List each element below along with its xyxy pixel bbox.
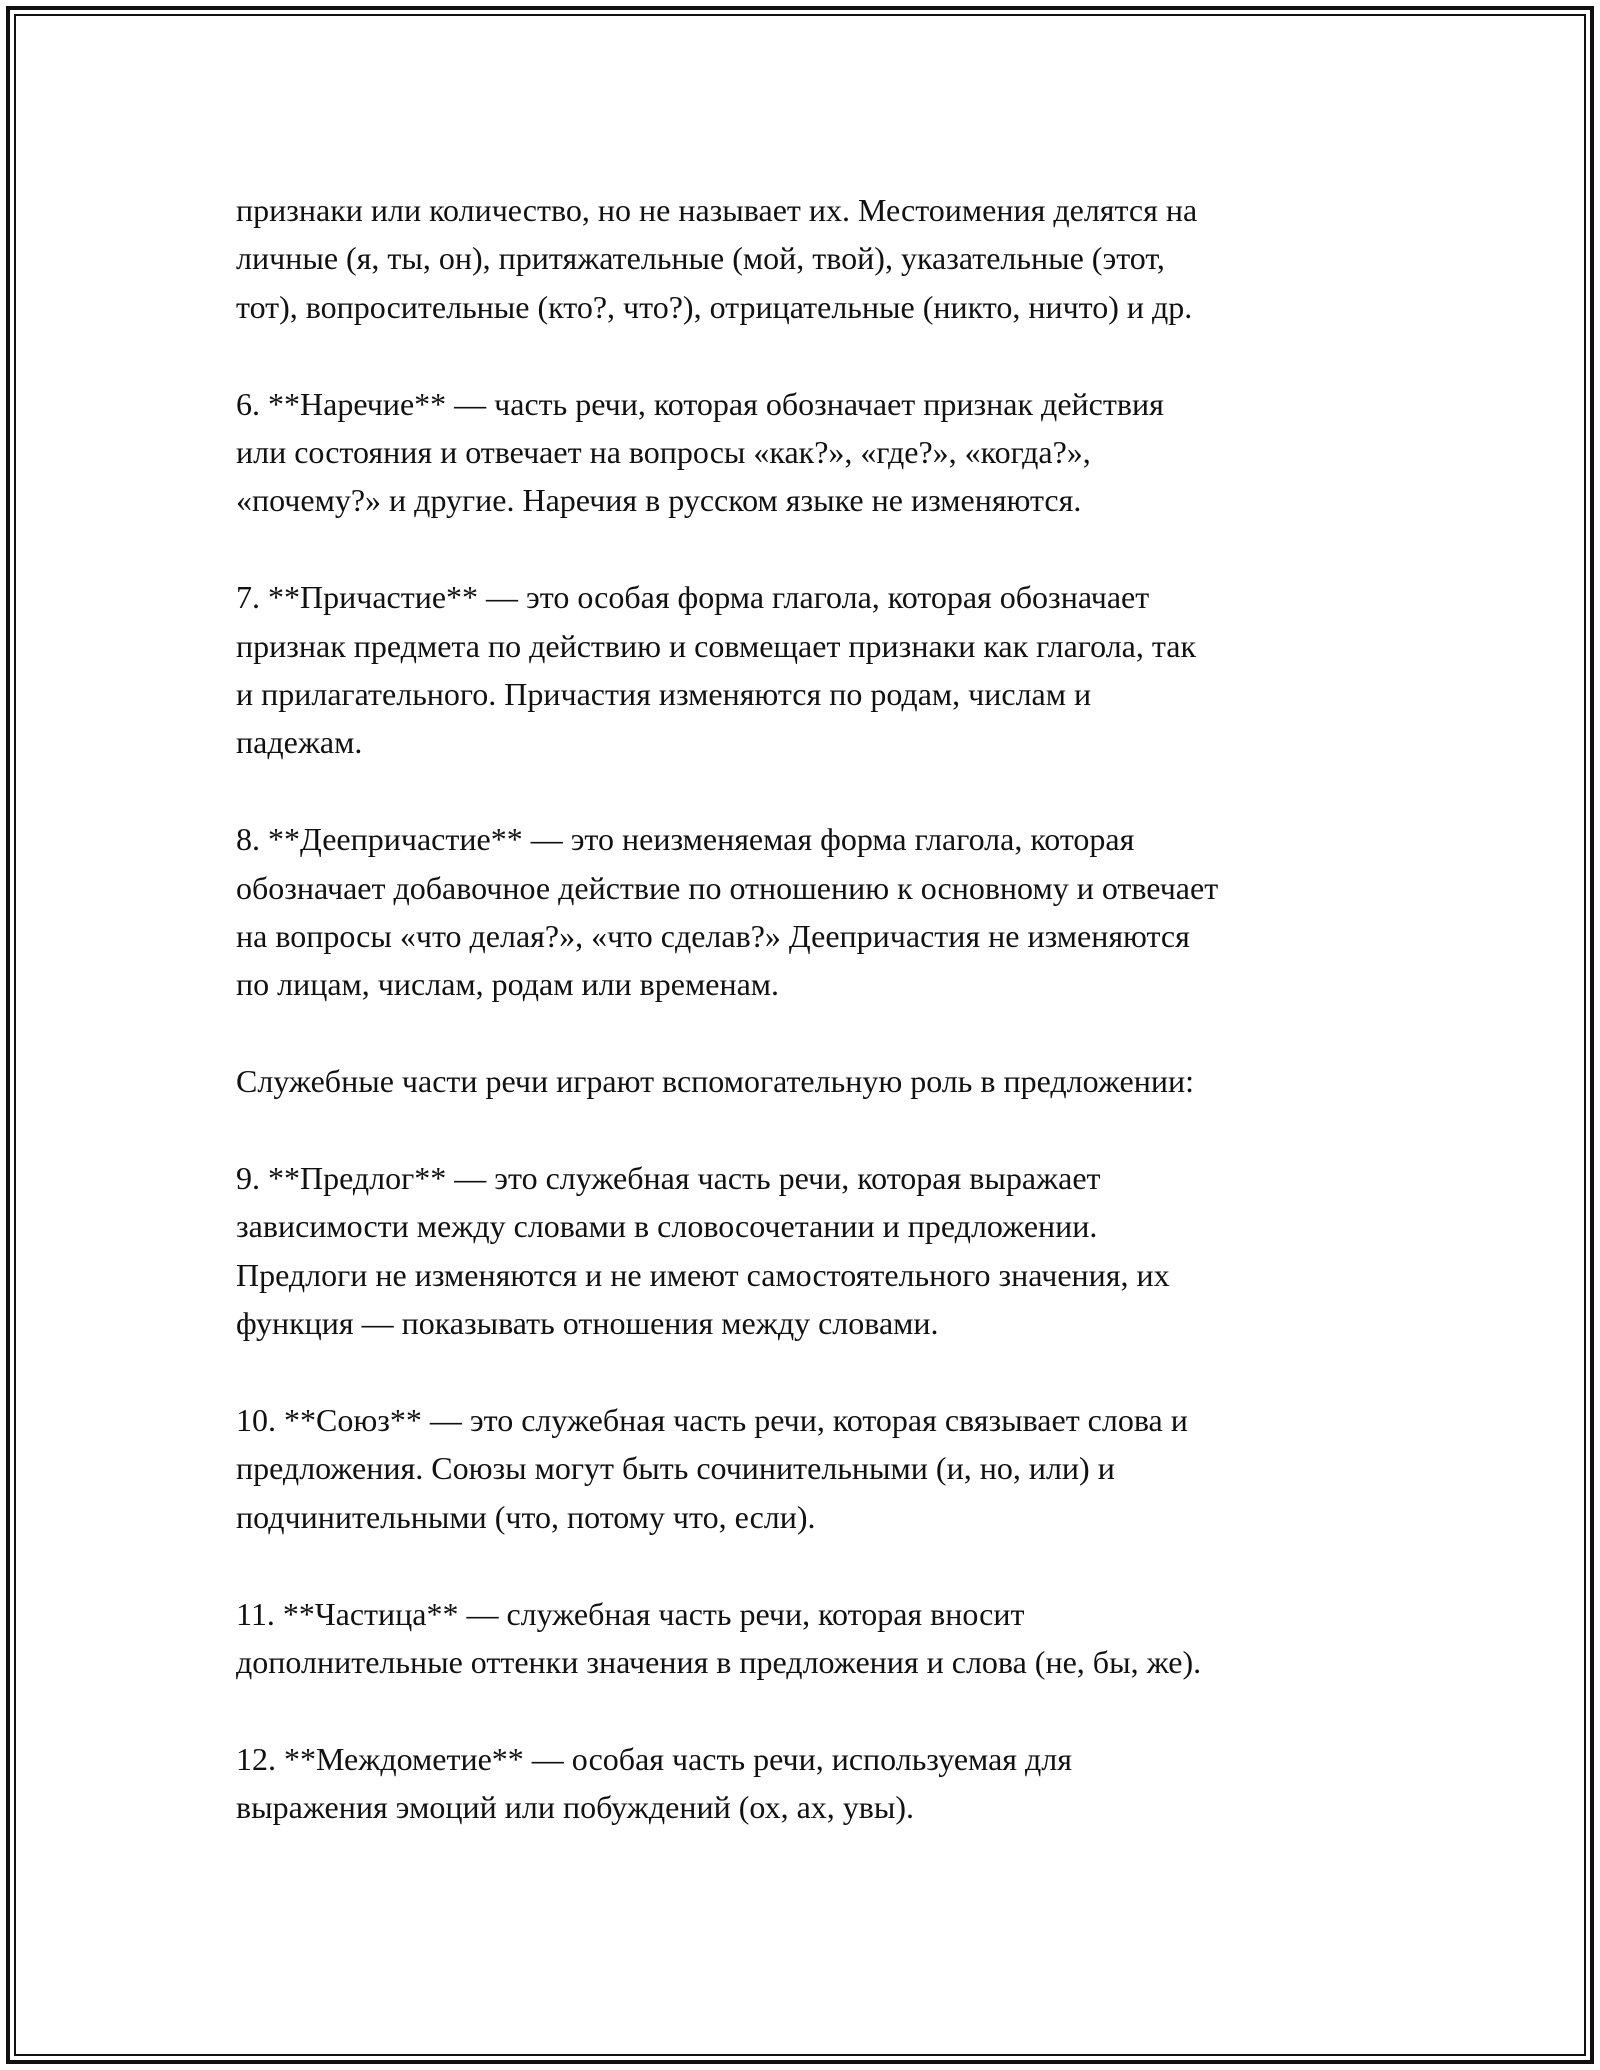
paragraph-gerund: 8. **Деепричастие** — это неизменяемая форма глагола, которая обозначает добавочное действие по отношению к основному и отвечает на вопросы «что делая?», «что сделав?» Деепричастия не изменяются по лицам, числам, родам или временам. [236, 821, 1219, 1003]
paragraph-conjunction: 10. **Союз** — это служебная часть речи, которая связывает слова и предложения. Союзы могут быть сочинительными (и, но, или) и подчинительными (что, потому что, если). [236, 1402, 1188, 1535]
paragraph-function-words-intro: Служебные части речи играют вспомогательную роль в предложении: [236, 1063, 1194, 1100]
document-body [236, 186, 1386, 1832]
paragraph-particle: 11. **Частица** — служебная часть речи, которая вносит дополнительные оттенки значения в предложения и слова (не, бы, же). [236, 1595, 1202, 1681]
paragraph-pronouns-continued: признаки или количество, но не называет их. Местоимения делятся на личные (я, ты, он), притяжательные (мой, твой), указательные (этот, тот), вопросительные (кто?, что?), отрицательные (никто, ничто) и др. [236, 192, 1198, 325]
paragraph-interjection: 12. **Междометие** — особая часть речи, используемая для выражения эмоций или побуждений (ох, ах, увы). [236, 1740, 1072, 1826]
paragraph-participle: 7. **Причастие** — это особая форма глагола, которая обозначает признак предмета по действию и совмещает признаки как глагола, так и прилагательного. Причастия изменяются по родам, числам и падежам. [236, 579, 1196, 761]
paragraph-preposition: 9. **Предлог** — это служебная часть речи, которая выражает зависимости между словами в словосочетании и предложении. Предлоги не изменяются и не имеют самостоятельного значения, их функция — показывать отношения между словами. [236, 1160, 1170, 1342]
paragraph-adverb: 6. **Наречие** — часть речи, которая обозначает признак действия или состояния и отвечает на вопросы «как?», «где?», «когда?», «почему?» и другие. Наречия в русском языке не изменяются. [236, 385, 1164, 519]
